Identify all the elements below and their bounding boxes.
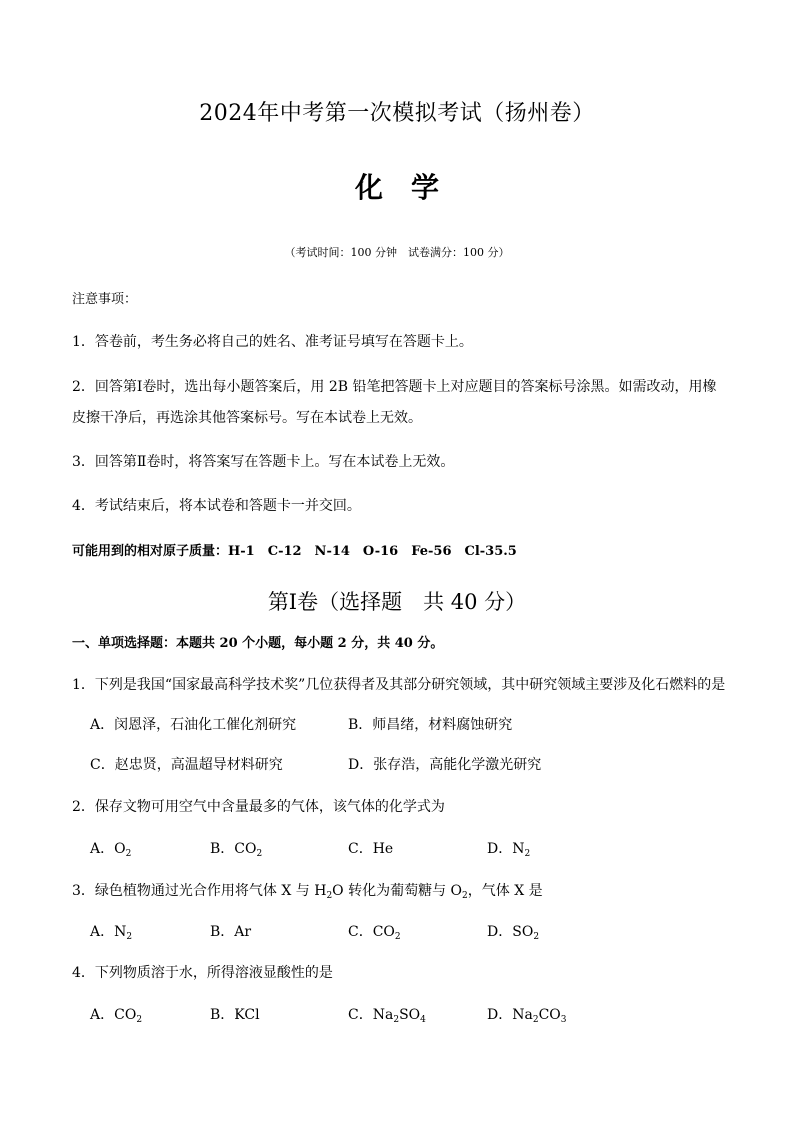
formula-subscript: 2 xyxy=(326,891,333,901)
question-2-option-c xyxy=(348,838,393,858)
notice-heading: 注意事项： xyxy=(72,292,138,307)
formula-base: Na xyxy=(372,1007,394,1023)
formula-base: CO xyxy=(372,924,395,940)
question-4-option-c xyxy=(348,1004,426,1024)
section-title: 第Ⅰ卷（选择题 共 40 分） xyxy=(267,590,527,614)
question-3-option-b xyxy=(210,921,251,941)
formula-subscript: 2 xyxy=(256,849,263,859)
option-label: A． xyxy=(90,841,115,857)
formula-subscript: 2 xyxy=(136,1015,143,1025)
question-4-stem: 4．下列物质溶于水，所得溶液显酸性的是 xyxy=(72,965,333,981)
question-3-option-c xyxy=(348,921,401,941)
question-2-option-b xyxy=(210,838,262,858)
question-1-option-c: C．赵忠贤，高温超导材料研究 xyxy=(90,757,283,773)
formula-base: O xyxy=(114,841,126,857)
subject-title: 化 学 xyxy=(354,171,439,204)
stem-text: 3．绿色植物通过光合作用将气体 X 与 H xyxy=(72,883,327,899)
formula-subscript: 2 xyxy=(533,932,540,942)
section-subtitle: 一、单项选择题：本题共 20 个小题，每小题 2 分，共 40 分。 xyxy=(72,636,444,651)
formula-subscript: 2 xyxy=(394,932,401,942)
option-label: B． xyxy=(210,841,235,857)
question-1-stem: 1．下列是我国“国家最高科学技术奖”几位获得者及其部分研究领域，其中研究领域主要涉及化石燃料的是 xyxy=(72,677,726,693)
exam-title: 2024年中考第一次模拟考试（扬州卷） xyxy=(199,101,595,126)
notice-item-4: 4．考试结束后，将本试卷和答题卡一并交回。 xyxy=(72,498,361,514)
formula-base: SO xyxy=(399,1007,421,1023)
formula-base: He xyxy=(372,841,394,857)
option-label: C． xyxy=(348,924,373,940)
formula-base: CO xyxy=(538,1007,561,1023)
question-2-option-a xyxy=(90,838,131,858)
question-3-option-d xyxy=(487,921,539,941)
formula-base: CO xyxy=(234,841,257,857)
formula-base: Ar xyxy=(234,924,252,940)
formula-subscript: 2 xyxy=(462,891,468,901)
formula-base: N xyxy=(512,841,525,857)
option-label: D． xyxy=(487,841,513,857)
option-label: B． xyxy=(210,1007,235,1023)
option-label: A． xyxy=(90,1007,115,1023)
formula-subscript: 2 xyxy=(126,932,133,942)
notice-item-2-cont: 皮擦干净后，再选涂其他答案标号。写在本试卷上无效。 xyxy=(72,410,422,426)
question-1-option-d: D．张存浩，高能化学激光研究 xyxy=(348,757,542,773)
option-label: C． xyxy=(348,1007,373,1023)
formula-subscript: 2 xyxy=(393,1015,400,1025)
formula-base: N xyxy=(114,924,127,940)
formula-subscript: 2 xyxy=(524,849,531,859)
notice-item-3: 3．回答第Ⅱ卷时，将答案写在答题卡上。写在本试卷上无效。 xyxy=(72,454,455,470)
question-4-option-b xyxy=(210,1004,260,1024)
option-label: D． xyxy=(487,1007,513,1023)
formula-subscript: 4 xyxy=(420,1015,426,1025)
question-2-option-d xyxy=(487,838,530,858)
question-4-option-d xyxy=(487,1004,567,1024)
formula-base: KCl xyxy=(234,1007,260,1023)
option-label: B． xyxy=(210,924,235,940)
option-label: C． xyxy=(348,841,373,857)
formula-base: SO xyxy=(512,924,534,940)
formula-subscript: 2 xyxy=(532,1015,539,1025)
question-1-option-a: A．闵恩泽，石油化工催化剂研究 xyxy=(90,717,297,733)
exam-info: （考试时间：100 分钟 试卷满分：100 分） xyxy=(284,246,510,259)
question-2-stem: 2．保存文物可用空气中含量最多的气体，该气体的化学式为 xyxy=(72,799,445,815)
question-4-option-a xyxy=(90,1004,142,1024)
formula-subscript: 2 xyxy=(125,849,132,859)
question-3-stem xyxy=(72,880,543,900)
question-3-option-a xyxy=(90,921,132,941)
notice-item-1: 1．答卷前，考生务必将自己的姓名、准考证号填写在答题卡上。 xyxy=(72,334,473,350)
option-label: A． xyxy=(90,924,115,940)
formula-subscript: 3 xyxy=(560,1015,567,1025)
option-label: D． xyxy=(487,924,513,940)
formula-base: Na xyxy=(512,1007,533,1023)
formula-base: CO xyxy=(114,1007,137,1023)
atomic-masses: 可能用到的相对原子质量：H-1 C-12 N-14 O-16 Fe-56 Cl-35.5 xyxy=(72,544,517,559)
stem-text: O 转化为葡萄糖与 O xyxy=(332,883,463,899)
stem-text: ，气体 X 是 xyxy=(467,883,543,899)
question-1-option-b: B．师昌绪，材料腐蚀研究 xyxy=(348,717,513,733)
notice-item-2: 2．回答第Ⅰ卷时，选出每小题答案后，用 2B 铅笔把答题卡上对应题目的答案标号涂黑。如需改动，用橡 xyxy=(72,379,717,395)
